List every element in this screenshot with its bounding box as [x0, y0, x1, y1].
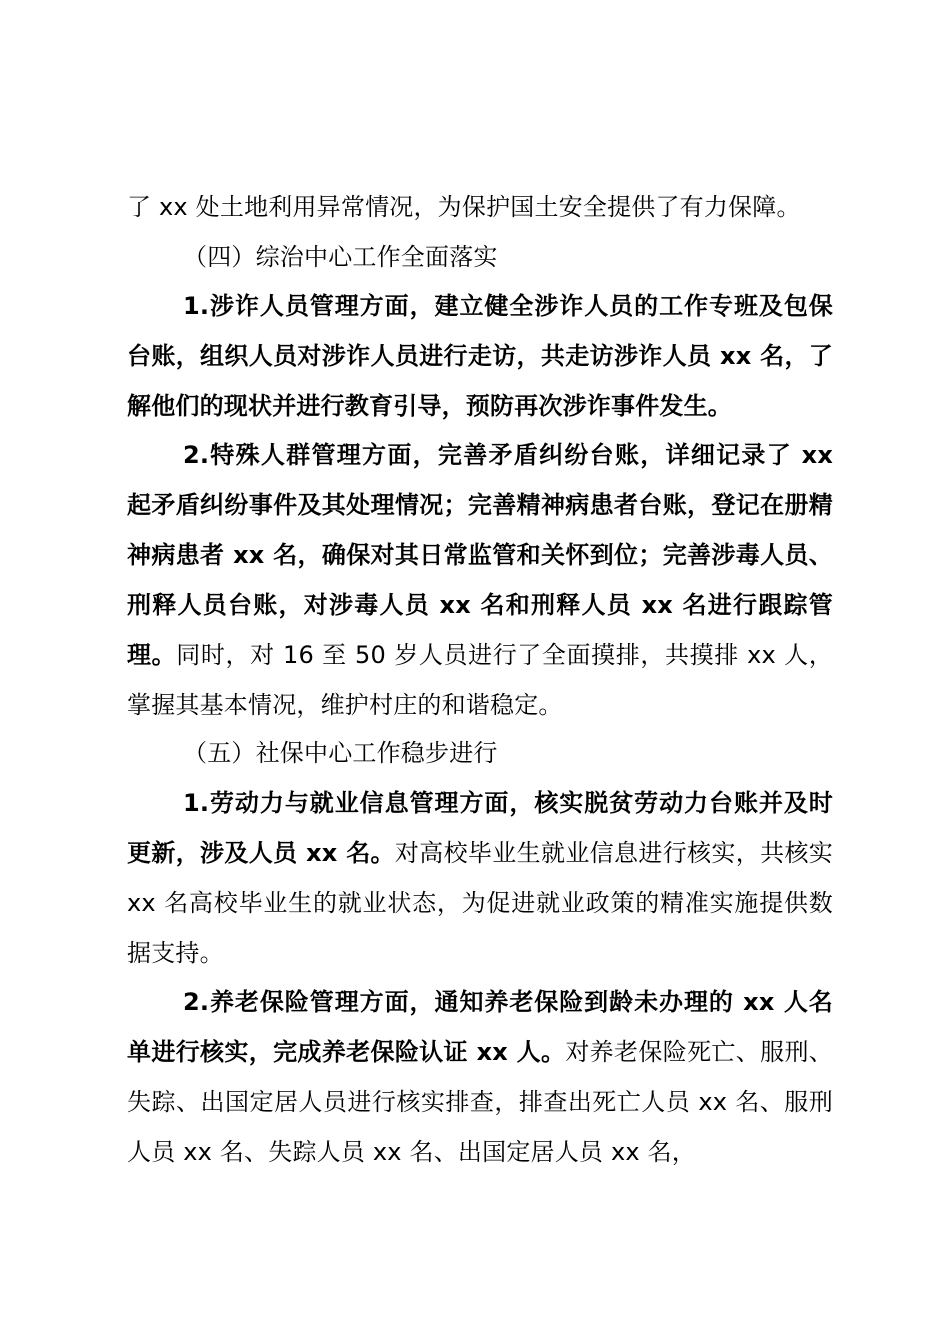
paragraph-fraud-personnel: [127, 281, 833, 431]
paragraph-normal-text: 对高校毕业生就业信息进行核实，共核实 xx 名高校毕业生的就业状态，为促进就业政策的精准实施提供数据支持。: [127, 839, 833, 967]
paragraph-special-groups: [127, 430, 833, 730]
paragraph-continuation: [127, 182, 833, 232]
paragraph-pension-insurance: [127, 977, 833, 1177]
paragraph-bold-text: 2.养老保险管理方面，通知养老保险到龄未办理的 xx 人名单进行核实，完成养老保险认证 xx 人。: [127, 988, 833, 1066]
paragraph-bold-text: 1.劳动力与就业信息管理方面，核实脱贫劳动力台账并及时更新，涉及人员 xx 名。: [127, 789, 833, 867]
paragraph-text: 了 xx 处土地利用异常情况，为保护国土安全提供了有力保障。: [127, 193, 801, 221]
heading-text: （四）综治中心工作全面落实: [183, 243, 498, 271]
paragraph-normal-text: 同时，对 16 至 50 岁人员进行了全面摸排，共摸排 xx 人，掌握其基本情况，维护村庄的和谐稳定。: [127, 641, 834, 719]
section-heading-five: [127, 728, 833, 778]
paragraph-bold-text: 1.涉诈人员管理方面，建立健全涉诈人员的工作专班及包保台账，组织人员对涉诈人员进行走访，共走访涉诈人员 xx 名，了解他们的现状并进行教育引导，预防再次涉诈事件发生。: [127, 292, 833, 420]
paragraph-bold-text: 2.特殊人群管理方面，完善矛盾纠纷台账，详细记录了 xx 起矛盾纠纷事件及其处理情况；完善精神病患者台账，登记在册精神病患者 xx 名，确保对其日常监管和关怀到位；完善涉毒人员、刑释人员台账，对涉毒人员 xx 名和刑释人员 xx 名进行跟踪管理。: [127, 441, 833, 669]
paragraph-labor-employment: [127, 778, 833, 978]
heading-text: （五）社保中心工作稳步进行: [183, 739, 498, 767]
paragraph-normal-text: 对养老保险死亡、服刑、失踪、出国定居人员进行核实排查，排查出死亡人员 xx 名、服刑人员 xx 名、失踪人员 xx 名、出国定居人员 xx 名，: [127, 1038, 834, 1166]
section-heading-four: [127, 232, 833, 282]
